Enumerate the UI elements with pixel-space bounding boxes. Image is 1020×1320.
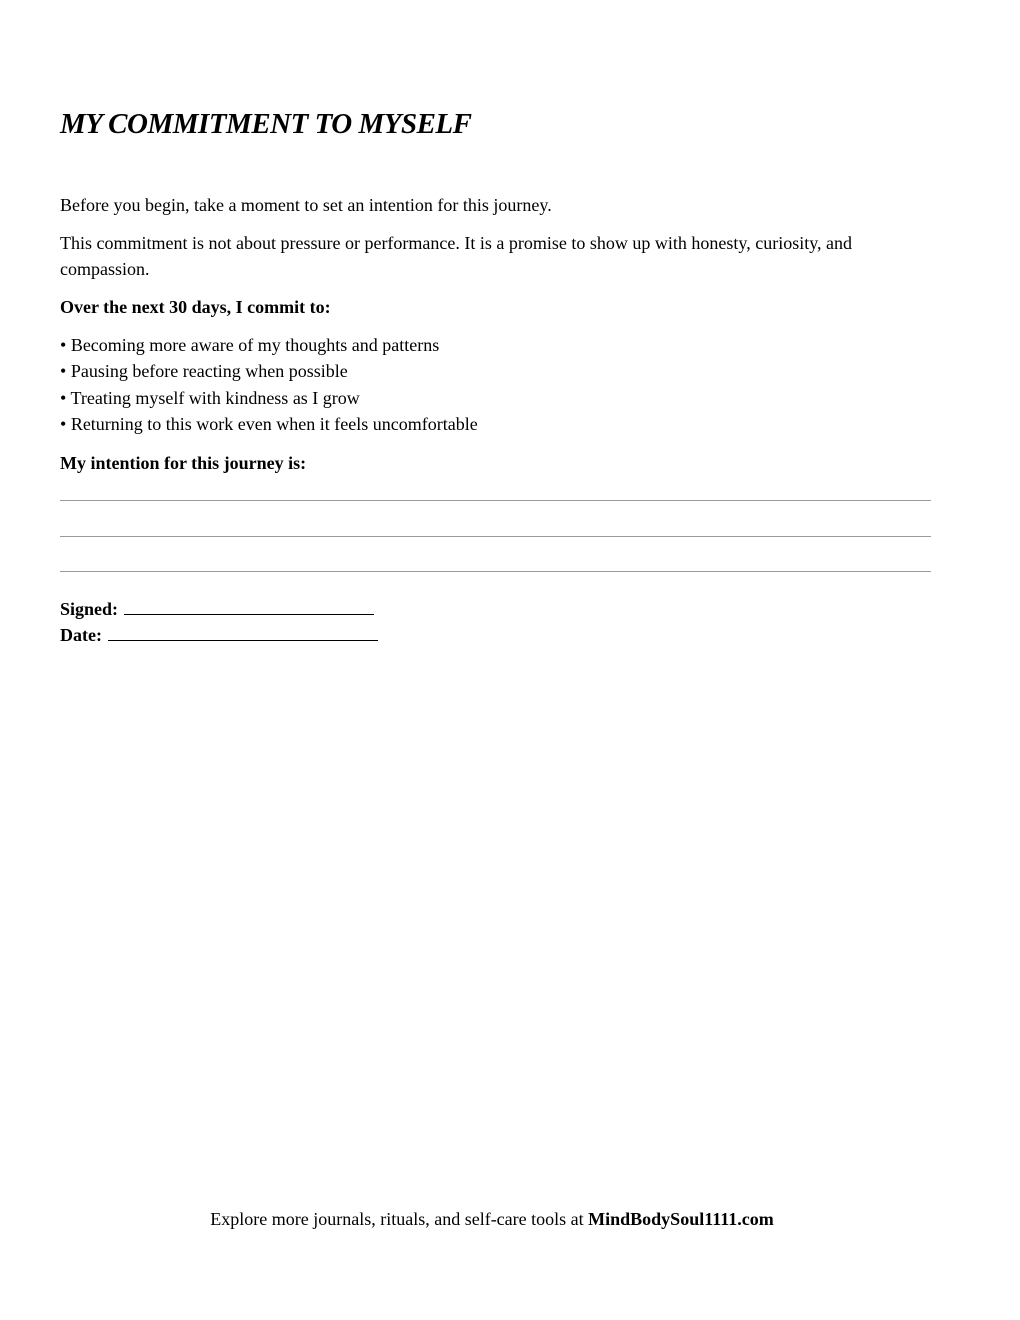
date-label: Date: (60, 625, 102, 645)
commitment-heading: Over the next 30 days, I commit to: (60, 297, 331, 317)
commitment-text: Returning to this work even when it feels uncomfortable (70, 413, 478, 434)
footer-text: Explore more journals, rituals, and self-care tools at (210, 1209, 584, 1229)
list-item (60, 358, 478, 384)
footer (0, 1206, 984, 1232)
signature-blank[interactable] (124, 594, 374, 615)
commitment-text: Treating myself with kindness as I grow (70, 387, 360, 408)
intention-heading: My intention for this journey is: (60, 453, 307, 473)
date-blank[interactable] (108, 620, 378, 641)
intro-paragraph-2: This commitment is not about pressure or performance. It is a promise to show up with honesty, curiosity, and compassion. (60, 233, 853, 279)
list-item (60, 332, 478, 358)
page-title: MY COMMITMENT TO MYSELF (60, 108, 472, 140)
commitment-text: Becoming more aware of my thoughts and patterns (70, 335, 440, 355)
signature-row (60, 594, 374, 622)
list-item (60, 411, 478, 437)
intention-write-line[interactable] (60, 500, 931, 501)
intention-write-line[interactable] (60, 571, 931, 572)
commitment-text: Pausing before reacting when possible (70, 361, 348, 382)
signed-label: Signed: (60, 599, 119, 619)
commitment-list (60, 332, 478, 437)
intention-write-line[interactable] (60, 536, 931, 537)
list-item (60, 385, 478, 411)
footer-site-link[interactable]: MindBodySoul1111.com (588, 1209, 774, 1229)
intro-paragraph-1: Before you begin, take a moment to set an intention for this journey. (60, 195, 552, 215)
date-row (60, 620, 378, 648)
